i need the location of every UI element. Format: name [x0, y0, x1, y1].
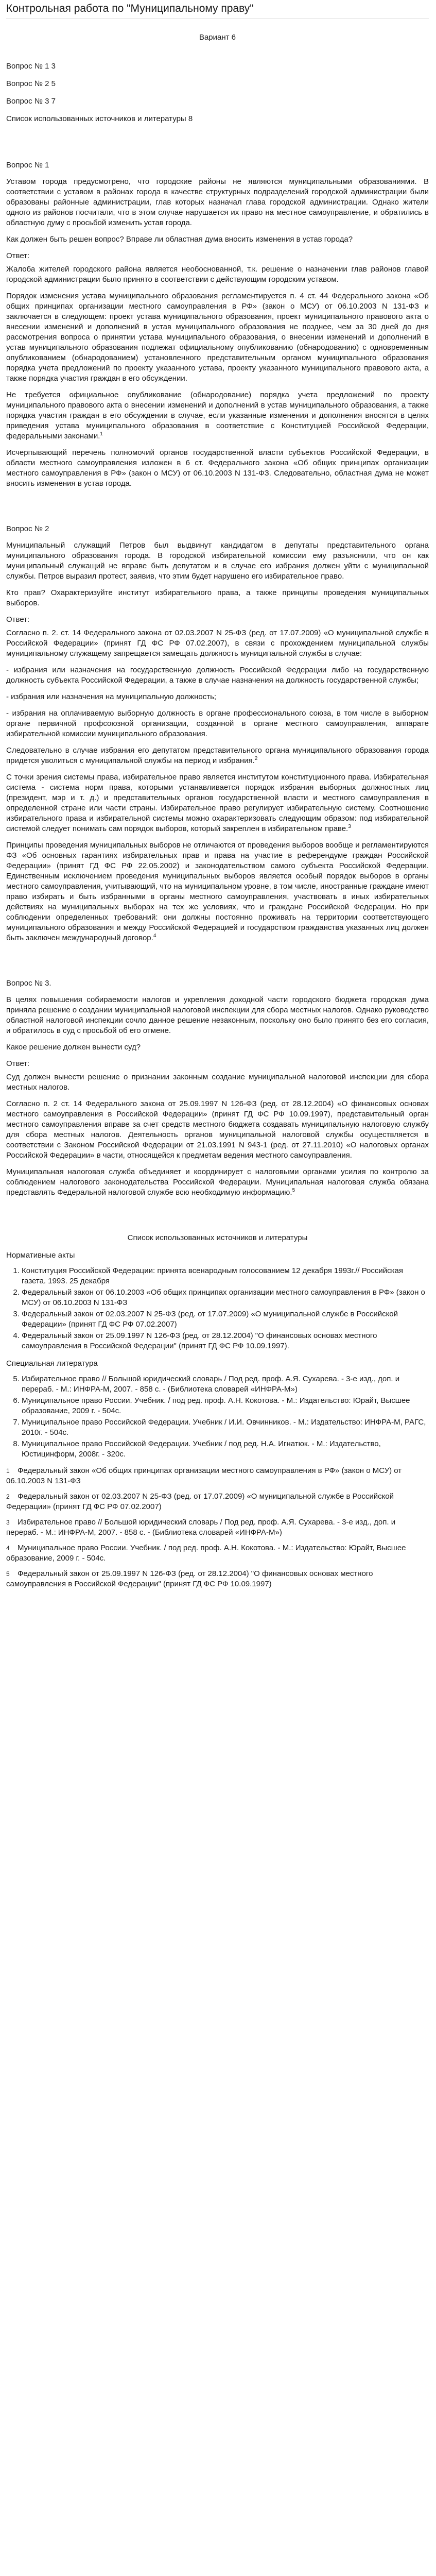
answer-paragraph: Не требуется официальное опубликование (обнародование) порядка учета предложений по проекту муниципального правового акта о внесении изменений и дополнений в устав муниципального образования, а также порядка участия граждан в его обсуждении в случае, если указанные изменения и дополнения вносятся в целях приведения устава муниципального образования в соответствие с Конституцией Российской Федерации, федеральными законами.$^1$ — [6, 391, 429, 440]
answer-label: Ответ: — [6, 615, 30, 624]
question-ask: Как должен быть решен вопрос? Вправе ли областная дума вносить изменения в устав города? — [6, 235, 353, 244]
footnote: 5 Федеральный закон от 25.09.1997 N 126-ФЗ (ред. от 28.12.2004) "О финансовых основах местного самоуправления в Российской Федерации" (принят ГД ФС РФ 10.09.1997) — [6, 1569, 373, 1588]
toc-item[interactable]: Список использованных источников и литературы 8 — [6, 114, 193, 123]
toc-item[interactable]: Вопрос № 2 5 — [6, 79, 56, 88]
answer-paragraph: Согласно п. 2 ст. 14 Федерального закона от 25.09.1997 N 126-ФЗ (ред. от 28.12.2004) «О финансовых основах местного самоуправления в Российской Федерации» (принят ГД ФС РФ 10.09.1997), представительный орган местного самоуправления вправе за счет средств местного бюджета создавать муниципальную налоговую службу для сбора местных налогов. Деятельность органов муниципальной налоговой службы осуществляется в соответствии с Законом Российской Федерации от 21.03.1991 N 943-1 (ред. от 27.11.2010) «О налоговых органах Российской Федерации» в части, относящейся к предметам ведения местного самоуправления. — [6, 1099, 429, 1160]
answer-paragraph: Следовательно в случае избрания его депутатом представительного органа муниципального образования города придется уволиться с муниципальной службы на период и избрания.$^2$ — [6, 746, 429, 765]
footnote-ref[interactable]: 4 — [153, 933, 156, 939]
literature-list — [6, 1374, 429, 1460]
footnote: 2 Федеральный закон от 02.03.2007 N 25-ФЗ (ред. от 17.07.2009) «О муниципальной службе в Российской Федерации» (принят ГД ФС РФ 07.02.2007) — [6, 1492, 394, 1511]
document-title: Контрольная работа по "Муниципальному праву" — [6, 2, 429, 19]
answer-paragraph: - избрания на оплачиваемую выборную должность в органе профессионального союза, в том числе в выборном органе первичной профсоюзной организации, созданной в органе местного самоуправления, аппарате избирательной комиссии муниципального образования. — [6, 709, 429, 738]
list-item: 1. Конституция Российской Федерации: принята всенародным голосованием 12 декабря 1993г.// Российская газета. 1993. 25 декабря — [22, 1266, 429, 1286]
question-3-section — [6, 978, 429, 1198]
answer-paragraph: - избрания или назначения на муниципальную должность; — [6, 692, 217, 701]
footnote: 1 Федеральный закон «Об общих принципах организации местного самоуправления в РФ» (закон о МСУ) от 06.10.2003 N 131-ФЗ — [6, 1466, 402, 1485]
answer-paragraph: С точки зрения системы права, избирательное право является институтом конституционного права. Избирательная система - система норм права, которыми устанавливается порядок избрания выборных должностных лиц (президент, мэр и т. д.) и представительных органов государственной власти и местного самоуправления в определенной стране или части страны. Избирательное право регулирует избирательную систему. Соотношение избирательного права и избирательной системы можно охарактеризовать следующим образом: под избирательной системой следует понимать сам порядок выборов, который закреплен в избирательном праве.$^3$ — [6, 773, 429, 833]
question-ask: Какое решение должен вынести суд? — [6, 1043, 141, 1052]
answer-paragraph: - избрания или назначения на государственную должность Российской Федерации либо на государственную должность субъекта Российской Федерации, а также в случае назначения на должность государственной службы; — [6, 666, 429, 685]
footnote-ref[interactable]: 3 — [348, 824, 351, 829]
answer-label: Ответ: — [6, 1059, 30, 1068]
answer-paragraph: Суд должен вынести решение о признании законным создание муниципальной налоговой инспекции для сбора местных налогов. — [6, 1073, 429, 1092]
list-item: 8. Муниципальное право Российской Федерации. Учебник / под ред. Н.А. Игнатюк. - М.: Издательство, Юстицинформ, 2008г. - 320с. — [22, 1439, 429, 1460]
footnote-ref[interactable]: 5 — [292, 1188, 295, 1193]
references-section — [6, 1233, 429, 1460]
list-item: 3. Федеральный закон от 02.03.2007 N 25-ФЗ (ред. от 17.07.2009) «О муниципальной службе в Российской Федерации» (принят ГД ФС РФ 07.02.2007) — [22, 1309, 429, 1330]
question-heading: Вопрос № 3. — [6, 979, 51, 988]
acts-subheading: Нормативные акты — [6, 1251, 75, 1260]
footnotes-section — [6, 1466, 429, 1589]
table-of-contents — [6, 61, 429, 124]
list-item: 6. Муниципальное право России. Учебник. / под ред. проф. А.Н. Кокотова. - М.: Издательство: Юрайт, Высшее образование, 2009 г. - 504с. — [22, 1396, 429, 1416]
toc-item[interactable]: Вопрос № 3 7 — [6, 97, 56, 106]
footnote-ref[interactable]: 1 — [100, 431, 103, 437]
footnote: 3 Избирательное право // Большой юридический словарь / Под ред. проф. А.Я. Сухарева. - 3-е изд., доп. и перераб. - М.: ИНФРА-М, 2007. - 858 с. - (Библиотека словарей «ИНФРА-М») — [6, 1518, 396, 1537]
list-item: 2. Федеральный закон от 06.10.2003 «Об общих принципах организации местного самоуправления в РФ» (закон о МСУ) от 06.10.2003 N 131-ФЗ — [22, 1287, 429, 1308]
references-heading: Список использованных источников и литературы — [127, 1233, 308, 1242]
answer-paragraph: Исчерпывающий перечень полномочий органов государственной власти субъектов Российской Федерации, в области местного самоуправления изложен в 6 ст. Федерального закона «Об общих принципах организации местного самоуправления в РФ» (закон о МСУ) от 06.10.2003 N 131-ФЗ. Следовательно, областная дума не может вносить изменения в устав города. — [6, 448, 429, 488]
answer-paragraph: Согласно п. 2. ст. 14 Федерального закона от 02.03.2007 N 25-ФЗ (ред. от 17.07.2009) «О муниципальной службе в Российской Федерации» (принят ГД ФС РФ 07.02.2007), в связи с прохождением муниципальной службы муниципальному служащему запрещается замещать должность муниципальной службы в случае: — [6, 629, 429, 658]
variant-label: Вариант 6 — [199, 33, 236, 42]
answer-paragraph: Принципы проведения муниципальных выборов не отличаются от проведения выборов вообще и регламентируются ФЗ «Об основных гарантиях избирательных прав и права на участие в референдуме граждан Российской Федерации» (принят ГД ФС РФ 22.05.2002) и законодательством самого субъекта Российской Федерации. Единственным исключением проведения муниципальных выборов является особый порядок выборов в органы местного самоуправления, учитывающий, что на муниципальном уровне, в том числе, иностранные граждане имеют право избирать и быть избранными в органы местного самоуправления, участвовать в иных избирательных действиях на муниципальных выборах на тех же условиях, что и граждане Российской Федерации. Но при соблюдении определенных требований: они должны постоянно проживать на территории соответствующего муниципального образования и между Российской Федерацией и государством гражданства указанных лиц должен быть заключен международный договор.$^4$ — [6, 841, 429, 942]
footnote: 4 Муниципальное право России. Учебник. / под ред. проф. А.Н. Кокотова. - М.: Издательство: Юрайт, Высшее образование, 2009 г. - 504с. — [6, 1544, 406, 1563]
list-item: 5. Избирательное право // Большой юридический словарь / Под ред. проф. А.Я. Сухарева. - 3-е изд., доп. и перераб. - М.: ИНФРА-М, 2007. - 858 с. - (Библиотека словарей «ИНФРА-М») — [22, 1374, 429, 1395]
answer-paragraph: Жалоба жителей городского района является необоснованной, т.к. решение о назначении глав районов главой городской администрации было принято в соответствии с действующим городским уставом. — [6, 265, 429, 284]
list-item: 4. Федеральный закон от 25.09.1997 N 126-ФЗ (ред. от 28.12.2004) "О финансовых основах местного самоуправления в Российской Федерации" (принят ГД ФС РФ 10.09.1997). — [22, 1331, 429, 1351]
question-ask: Кто прав? Охарактеризуйте институт избирательного права, а также принципы проведения муниципальных выборов. — [6, 588, 429, 607]
question-1-section — [6, 160, 429, 489]
question-heading: Вопрос № 2 — [6, 524, 49, 533]
answer-paragraph: Порядок изменения устава муниципального образования регламентируется п. 4 ст. 44 Федерального закона «Об общих принципах организации местного самоуправления в РФ» (закон о МСУ) от 06.10.2003 N 131-ФЗ и заключается в следующем: проект устава муниципального образования, проект муниципального правового акта о внесении изменений и дополнений в устав муниципального образования не позднее, чем за 30 дней до дня рассмотрения вопроса о принятии устава муниципального образования, о внесении изменений и дополнений в устав муниципального образования подлежат официальному опубликованию (обнародованию) с одновременным опубликованием (обнародованием) установленного представительным органом муниципального образования порядка учета предложений по проекту указанного устава, проекту указанного муниципального правового акта, а также порядка участия граждан в его обсуждении. — [6, 292, 429, 383]
list-item: 7. Муниципальное право Российской Федерации. Учебник / И.И. Овчинников. - М.: Издательство: ИНФРА-М, РАГС, 2010г. - 504с. — [22, 1417, 429, 1438]
answer-label: Ответ: — [6, 251, 30, 260]
acts-list — [6, 1266, 429, 1351]
footnote-ref[interactable]: 2 — [254, 756, 258, 761]
question-text: В целях повышения собираемости налогов и укрепления доходной части городского бюджета городская дума приняла решение о создании муниципальной налоговой инспекции для сбора местных налогов. Однако руководство областной налоговой инспекции сочло данное решение незаконным, поскольку оно было принято без его согласия, и обратилось в суд с просьбой об его отмене. — [6, 995, 429, 1035]
question-heading: Вопрос № 1 — [6, 161, 49, 170]
literature-subheading: Специальная литература — [6, 1359, 98, 1368]
answer-paragraph: Муниципальная налоговая служба объединяет и координирует с налоговыми органами усилия по контролю за соблюдением налогового законодательства Российской Федерации. Муниципальная налоговая служба обязана представлять Федеральной налоговой службе всю необходимую информацию.$^5$ — [6, 1167, 429, 1197]
toc-item[interactable]: Вопрос № 1 3 — [6, 62, 56, 71]
question-text: Уставом города предусмотрено, что городские районы не являются муниципальными образованиями. В соответствии с уставом в районах города в качестве структурных подразделений городской администрации были образованы районные администрации, глав которых назначал глава городской администрации. Однако жители одного из районов посчитали, что в этом случае нарушается их право на местное самоуправление, и обратились в областную думу с просьбой изменить устав города. — [6, 177, 429, 227]
question-text: Муниципальный служащий Петров был выдвинут кандидатом в депутаты представительного органа муниципального образования города. В городской избирательной комиссии ему разъяснили, что он как муниципальный служащий не вправе быть депутатом и в случае его избрания должен уйти с муниципальной службы. Петров выразил протест, заявив, что этим будет нарушено его избирательное право. — [6, 541, 429, 581]
question-2-section — [6, 524, 429, 943]
